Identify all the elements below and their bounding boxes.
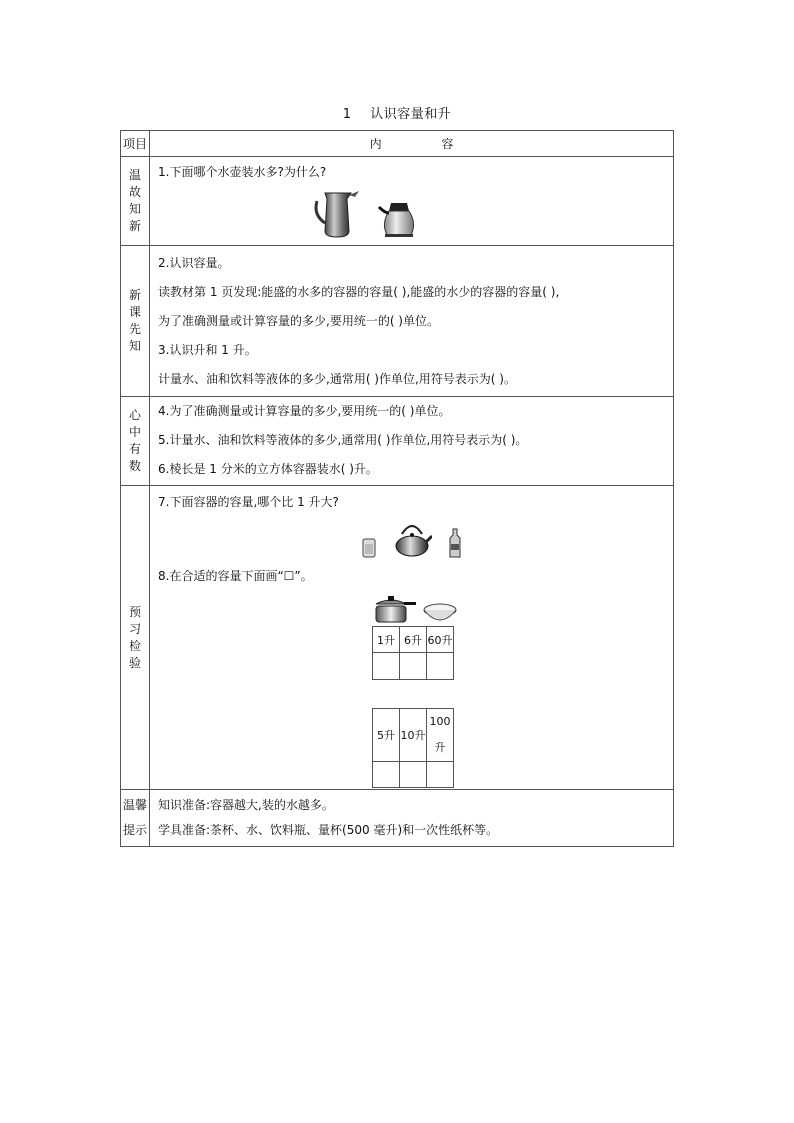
grid1-cell-1: 1升 — [373, 627, 400, 653]
q2-line-2: 为了准确测量或计算容量的多少,要用统一的( )单位。 — [158, 314, 439, 328]
bowl-icon — [422, 602, 458, 624]
question-4: 4.为了准确测量或计算容量的多少,要用统一的( )单位。 — [158, 404, 451, 418]
new-lesson-label: 新课先知 — [121, 246, 150, 397]
answer-box[interactable] — [400, 762, 427, 788]
header-content: 内 容 — [150, 131, 674, 157]
answer-box[interactable] — [427, 653, 454, 680]
answer-box[interactable] — [400, 653, 427, 680]
grid2-answer-row — [373, 762, 454, 788]
tips-label: 温馨 提示 — [121, 790, 150, 847]
preview-content — [150, 486, 674, 790]
section-tips — [121, 790, 674, 847]
lesson-table — [120, 130, 674, 847]
review-content — [150, 157, 674, 246]
bottle-icon — [448, 528, 462, 558]
grid2-labels-row — [373, 709, 454, 762]
kettle-icon — [392, 518, 432, 558]
answer-box[interactable] — [373, 653, 400, 680]
grid2-cell-3: 100升 — [427, 709, 454, 762]
tips-content — [150, 790, 674, 847]
preview-label: 预习检验 — [121, 486, 150, 790]
question-8: 8.在合适的容量下面画“☐”。 — [158, 569, 313, 583]
question-2: 2.认识容量。 — [158, 256, 230, 270]
glass-pitcher-icon — [311, 187, 363, 239]
question-1: 1.下面哪个水壶装水多?为什么? — [158, 165, 327, 179]
pitchers-images — [60, 187, 673, 239]
question-3: 3.认识升和 1 升。 — [158, 343, 257, 357]
header-item: 项目 — [121, 131, 150, 157]
question-5: 5.计量水、油和饮料等液体的多少,通常用( )作单位,用符号表示为( )。 — [158, 433, 528, 447]
grid1-answer-row — [373, 653, 454, 680]
q2-line-1: 读教材第 1 页发现:能盛的水多的容器的容量( ),能盛的水少的容器的容量( ), — [158, 285, 560, 299]
q3-line-1: 计量水、油和饮料等液体的多少,通常用( )作单位,用符号表示为( )。 — [158, 372, 516, 386]
new-lesson-content — [150, 246, 674, 397]
grid2-cell-1: 5升 — [373, 709, 400, 762]
table-header-row — [121, 131, 674, 157]
capacity-grid-2 — [372, 708, 454, 788]
page-title — [0, 103, 794, 122]
question-6: 6.棱长是 1 分米的立方体容器装水( )升。 — [158, 462, 378, 476]
grid1-cell-3: 60升 — [427, 627, 454, 653]
containers-images — [362, 518, 673, 558]
grid2-cell-2: 10升 — [400, 709, 427, 762]
answer-box[interactable] — [373, 762, 400, 788]
section-mind — [121, 397, 674, 486]
tips-tools: 学具准备:茶杯、水、饮料瓶、量杯(500 毫升)和一次性纸杯等。 — [158, 823, 499, 837]
pressure-cooker-icon — [368, 594, 416, 624]
mind-label: 心中有数 — [121, 397, 150, 486]
section-preview — [121, 486, 674, 790]
tips-knowledge: 知识准备:容器越大,装的水越多。 — [158, 798, 334, 812]
review-label: 温故知新 — [121, 157, 150, 246]
capacity-grid-1 — [372, 626, 454, 680]
grid1-cell-2: 6升 — [400, 627, 427, 653]
question-7: 7.下面容器的容量,哪个比 1 升大? — [158, 495, 339, 509]
title-number: 1 — [342, 107, 352, 122]
grid1-labels-row — [373, 627, 454, 653]
answer-box[interactable] — [427, 762, 454, 788]
cup-icon — [362, 538, 376, 558]
cookware-images — [368, 594, 673, 624]
title-text: 认识容量和升 — [370, 107, 452, 122]
section-review — [121, 157, 674, 246]
mind-content — [150, 397, 674, 486]
coffee-pot-icon — [375, 199, 423, 239]
section-new-lesson — [121, 246, 674, 397]
